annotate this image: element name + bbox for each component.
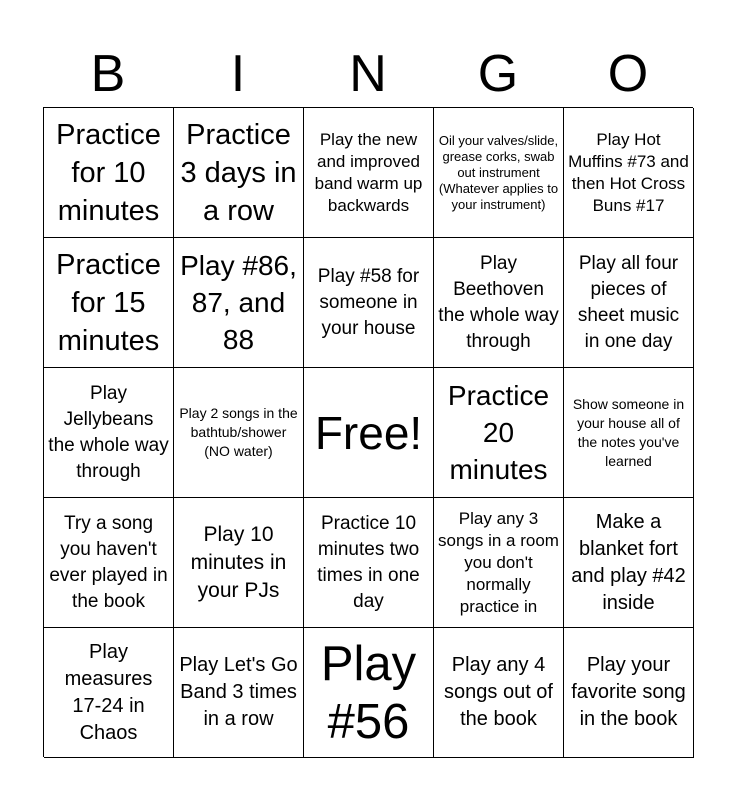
bingo-cell[interactable] — [44, 368, 174, 498]
cell-text: Play #86, 87, and 88 — [180, 250, 297, 355]
bingo-cell[interactable] — [174, 628, 304, 758]
bingo-cell[interactable] — [174, 108, 304, 238]
cell-text: Play Hot Muffins #73 and then Hot Cross Buns #17 — [568, 129, 689, 215]
header-letter-b: B — [90, 45, 126, 103]
bingo-cell[interactable] — [304, 108, 434, 238]
bingo-cell[interactable] — [564, 108, 694, 238]
cell-text: Play Jellybeans the whole way through — [48, 382, 169, 482]
bingo-cell[interactable] — [174, 368, 304, 498]
cell-text: Play the new and improved band warm up backwards — [314, 129, 423, 215]
header-letter-o: O — [607, 45, 649, 103]
cell-text: Play any 4 songs out of the book — [444, 654, 553, 730]
bingo-cell[interactable] — [564, 368, 694, 498]
cell-text: Play measures 17-24 in Chaos — [64, 640, 153, 744]
cell-text: Show someone in your house all of the notes you've learned — [572, 395, 685, 469]
bingo-cell[interactable] — [434, 238, 564, 368]
bingo-cell[interactable] — [434, 628, 564, 758]
cell-text: Practice for 10 minutes — [56, 118, 161, 227]
cell-text: Make a blanket fort and play #42 inside — [571, 510, 686, 614]
bingo-cell[interactable] — [174, 498, 304, 628]
cell-text: Play #58 for someone in your house — [317, 265, 420, 339]
bingo-cell[interactable] — [44, 108, 174, 238]
cell-text: Free! — [314, 406, 423, 459]
cell-text: Practice 3 days in a row — [180, 118, 297, 227]
bingo-cell[interactable] — [304, 628, 434, 758]
bingo-cell[interactable] — [434, 368, 564, 498]
free-space-cell[interactable] — [304, 368, 434, 498]
cell-text: Play #56 — [320, 636, 417, 749]
cell-text: Play your favorite song in the book — [571, 654, 686, 730]
cell-text: Play all four pieces of sheet music in one day — [577, 252, 680, 352]
cell-text: Try a song you haven't ever played in the book — [49, 512, 168, 612]
cell-text: Oil your valves/slide, grease corks, swab out instrument (Whatever applies to your instrument) — [438, 132, 559, 212]
bingo-grid — [43, 107, 693, 757]
cell-text: Practice for 15 minutes — [56, 248, 161, 357]
header-letter-i: I — [230, 45, 246, 103]
cell-text: Practice 20 minutes — [447, 380, 550, 485]
cell-text: Play 2 songs in the bathtub/shower (NO water) — [179, 405, 298, 459]
bingo-cell[interactable] — [44, 238, 174, 368]
bingo-cell[interactable] — [304, 238, 434, 368]
bingo-cell[interactable] — [44, 628, 174, 758]
bingo-cell[interactable] — [304, 498, 434, 628]
bingo-cell[interactable] — [434, 498, 564, 628]
cell-text: Play Let's Go Band 3 times in a row — [179, 654, 298, 730]
cell-text: Play Beethoven the whole way through — [438, 252, 559, 352]
bingo-cell[interactable] — [174, 238, 304, 368]
cell-text: Play any 3 songs in a room you don't normally practice in — [438, 508, 559, 616]
header-letter-n: N — [349, 45, 387, 103]
bingo-cell[interactable] — [564, 628, 694, 758]
bingo-cell[interactable] — [564, 498, 694, 628]
bingo-cell[interactable] — [564, 238, 694, 368]
bingo-cell[interactable] — [434, 108, 564, 238]
bingo-cell[interactable] — [44, 498, 174, 628]
header-letter-g: G — [477, 45, 519, 103]
cell-text: Play 10 minutes in your PJs — [190, 522, 287, 602]
cell-text: Practice 10 minutes two times in one day — [317, 512, 420, 612]
bingo-header — [43, 42, 693, 106]
